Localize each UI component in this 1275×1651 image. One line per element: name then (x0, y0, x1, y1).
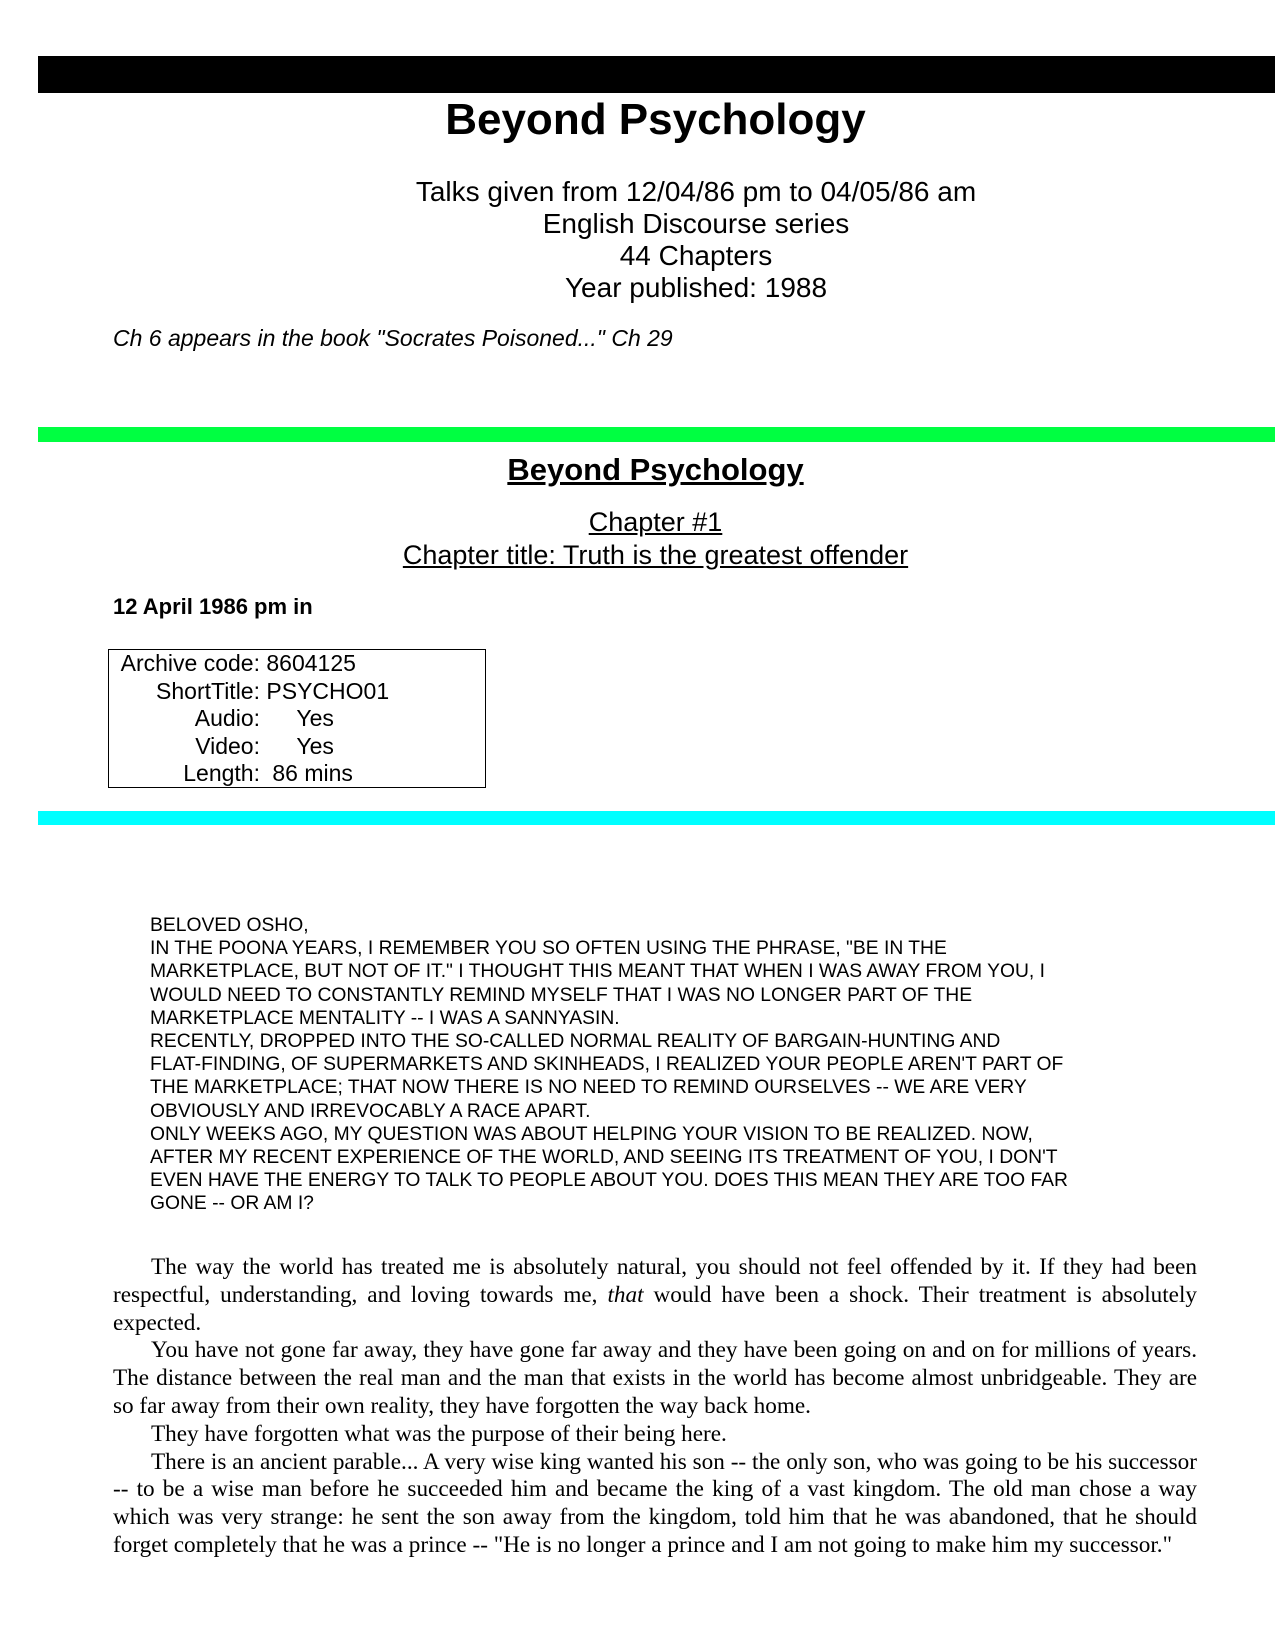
archive-info-box (108, 649, 486, 788)
question-line: AFTER MY RECENT EXPERIENCE OF THE WORLD, AND SEEING ITS TREATMENT OF YOU, I DON'T (150, 1147, 1058, 1169)
answer-paragraph: There is an ancient parable... A very wise king wanted his son -- the only son, who was going to be his successor -- to be a wise man before he succeeded him and became the king of a vast kingdom. The old man chose a way which was very strange: he sent the son away from the kingdom, told him that he was abandoned, that he should forget completely that he was a prince -- "He is no longer a prince and I am not going to make him my successor." (113, 1448, 1197, 1558)
book-info-series: English Discourse series (542, 208, 850, 239)
book-info-year: Year published: 1988 (564, 272, 828, 303)
section-divider-green (38, 427, 1275, 442)
archive-code-value: 8604125 (266, 650, 356, 676)
question-line: FLAT-FINDING, OF SUPERMARKETS AND SKINHEADS, I REALIZED YOUR PEOPLE AREN'T PART OF (150, 1054, 1064, 1076)
question-line: RECENTLY, DROPPED INTO THE SO-CALLED NORMAL REALITY OF BARGAIN-HUNTING AND (150, 1031, 1001, 1053)
question-line: THE MARKETPLACE; THAT NOW THERE IS NO NEED TO REMIND OURSELVES -- WE ARE VERY (150, 1077, 1027, 1099)
chapter-number: Chapter #1 (588, 507, 723, 537)
answer-paragraph: You have not gone far away, they have gone far away and they have been going on and on for millions of years. The distance between the real man and the man that exists in the world has become almost unbridgeable. They are so far away from their own reality, they have forgotten the way back home. (113, 1337, 1197, 1419)
length-value: 86 mins (272, 760, 353, 786)
question-line: MARKETPLACE, BUT NOT OF IT." I THOUGHT THIS MEANT THAT WHEN I WAS AWAY FROM YOU, I (150, 961, 1045, 983)
length-label: Length: (183, 760, 260, 786)
question-line: GONE -- OR AM I? (150, 1193, 314, 1215)
chapter-title: Chapter title: Truth is the greatest offender (402, 540, 909, 570)
short-title-row (109, 678, 485, 706)
chapter-heading (0, 506, 1275, 572)
answer-paragraph: They have forgotten what was the purpose of their being here. (151, 1420, 727, 1447)
book-title: Beyond Psychology (445, 95, 866, 144)
talk-date: 12 April 1986 pm in (113, 594, 313, 619)
video-row (109, 733, 485, 761)
book-info-chapters: 44 Chapters (619, 240, 773, 271)
video-value: Yes (296, 732, 334, 759)
question-line: MARKETPLACE MENTALITY -- I WAS A SANNYASIN. (150, 1007, 620, 1029)
answer-p1-emphasis: that (607, 1281, 644, 1308)
short-title-label: ShortTitle: (156, 677, 260, 704)
question-line: ONLY WEEKS AGO, MY QUESTION WAS ABOUT HELPING YOUR VISION TO BE REALIZED. NOW, (150, 1123, 1033, 1145)
book-info-dates: Talks given from 12/04/86 pm to 04/05/86 am (415, 176, 977, 207)
question-line: BELOVED OSHO, (150, 915, 309, 936)
chapter-book-title: Beyond Psychology (507, 452, 804, 487)
audio-row (109, 705, 485, 733)
book-info (300, 176, 1092, 304)
question-line: OBVIOUSLY AND IRREVOCABLY A RACE APART. (150, 1100, 591, 1122)
answer-paragraph (113, 1254, 1197, 1337)
question-block (150, 914, 1160, 1216)
audio-label: Audio: (194, 705, 260, 731)
question-line: IN THE POONA YEARS, I REMEMBER YOU SO OFTEN USING THE PHRASE, "BE IN THE (150, 938, 947, 960)
short-title-value: PSYCHO01 (266, 677, 390, 704)
question-line: WOULD NEED TO CONSTANTLY REMIND MYSELF THAT I WAS NO LONGER PART OF THE (150, 984, 973, 1006)
audio-value: Yes (296, 705, 334, 731)
answer-body (113, 1254, 1197, 1560)
answer-p1-before: The way the world has treated me is absolutely natural, you should not feel offended by it. If they had been respectful, understanding, and loving towards me, (113, 1254, 1197, 1308)
top-divider-bar (38, 56, 1275, 93)
archive-code-row (109, 650, 485, 678)
video-label: Video: (195, 732, 260, 759)
length-row (109, 760, 485, 788)
answer-p1-after: would have been a shock. Their treatment is absolutely expected. (113, 1281, 1197, 1336)
book-note: Ch 6 appears in the book "Socrates Poisoned..." Ch 29 (113, 325, 673, 351)
section-divider-cyan (38, 811, 1275, 825)
archive-code-label: Archive code: (120, 650, 260, 676)
question-line: EVEN HAVE THE ENERGY TO TALK TO PEOPLE ABOUT YOU. DOES THIS MEAN THEY ARE TOO FAR (150, 1170, 1068, 1192)
